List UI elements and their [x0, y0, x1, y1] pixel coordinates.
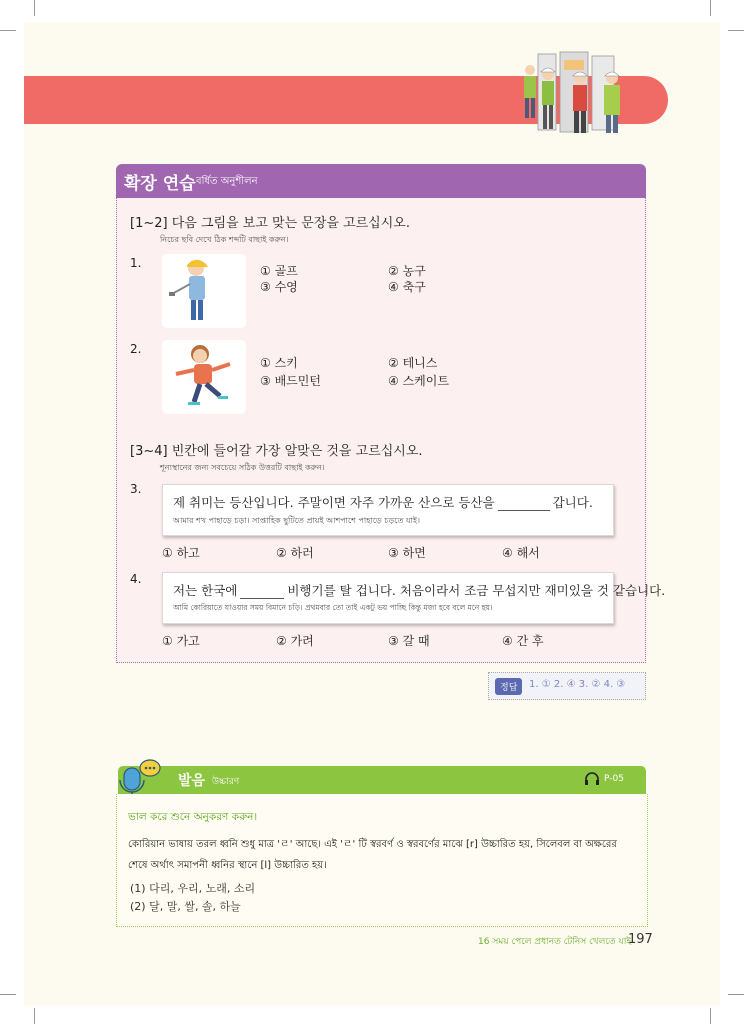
skater-picture [162, 340, 246, 414]
q3-sentence-box [162, 484, 614, 536]
example-2: (2) 달, 말, 쌀, 솔, 하늘 [130, 900, 241, 913]
crop-mark-bl-h [0, 994, 16, 995]
part2-instruction-bengali: শূন্যস্থানের জন্য সবচেয়ে সঠিক উত্তরটি বাছাই করুন। [160, 463, 325, 472]
q4-sentence [173, 581, 665, 599]
pronunciation-header [118, 766, 646, 794]
q3-blank[interactable] [498, 498, 550, 511]
golfer-picture [162, 254, 246, 328]
question-2-number: 2. [130, 342, 142, 356]
listen-instruction: ভাল করে শুনে অনুকরণ করুন। [128, 811, 258, 823]
q3-sentence [173, 493, 593, 511]
crop-mark-br-h [728, 994, 744, 995]
question-3-number: 3. [130, 482, 142, 496]
q1-option-2[interactable]: ② 농구 [388, 264, 426, 278]
q2-option-2[interactable]: ② 테니스 [388, 356, 438, 370]
q1-option-3[interactable]: ③ 수영 [260, 280, 298, 294]
q2-option-1[interactable]: ① 스키 [260, 356, 298, 370]
question-1-number: 1. [130, 256, 142, 270]
q3-option-2[interactable]: ② 하러 [276, 546, 314, 560]
q2-option-4[interactable]: ④ 스케이트 [388, 374, 449, 388]
q4-blank[interactable] [240, 586, 284, 599]
extension-practice-header [116, 164, 646, 198]
crop-mark-bl-v [34, 1008, 35, 1024]
pronunciation-explanation: কোরিয়ান ভাষায় তরল ধ্বনি শুধু মাত্র 'ㄹ' আছে। এই 'ㄹ' টি স্বরবর্ণ ও স্বরবর্ণের মাঝে [r] উচ্চারিত হয়, সিলেবল বা অক্ষরের শেষে অর্থাৎ সমাপনী ধ্বনির স্থানে [l] উচ্চারিত হয়। [128, 839, 617, 871]
q3-sentence-after: 갑니다. [552, 495, 593, 510]
q4-sentence-before: 저는 한국에 [173, 583, 238, 598]
crop-mark-tl-v [34, 0, 35, 16]
q3-option-3[interactable]: ③ 하면 [388, 546, 426, 560]
section-title-bengali: বর্ধিত অনুশীলন [196, 176, 258, 187]
q1-option-4[interactable]: ④ 축구 [388, 280, 426, 294]
q3-option-1[interactable]: ① 하고 [162, 546, 200, 560]
audio-track-code[interactable]: P-05 [604, 774, 624, 784]
unit-footer: 16 সময় পেলে প্রধানত টেনিস খেলতে যাই [478, 937, 632, 947]
skater-icon [162, 340, 246, 414]
pronunciation-title-korean: 발음 [178, 773, 206, 789]
crop-mark-tl-h [0, 30, 16, 31]
microphone-icon [114, 756, 162, 798]
workers-illustration [516, 48, 634, 138]
q2-option-3[interactable]: ③ 배드민턴 [260, 374, 321, 388]
q4-option-4[interactable]: ④ 간 후 [502, 634, 544, 648]
answer-tag: 정답 [495, 678, 522, 695]
q4-sentence-after: 비행기를 탈 겁니다. 처음이라서 조금 무섭지만 재미있을 것 같습니다. [287, 583, 666, 598]
q4-option-3[interactable]: ③ 갈 때 [388, 634, 430, 648]
q3-option-4[interactable]: ④ 해서 [502, 546, 540, 560]
q4-sentence-box [162, 572, 666, 624]
section-title-korean: 확장 연습 [124, 174, 196, 194]
q4-sentence-bengali: আমি কোরিয়াতে যাওয়ার সময় বিমানে চড়ি। প্রথমবার তো তাই একটু ভয় পাচ্ছি কিন্তু মজা হবে বলে মনে হয়। [173, 603, 493, 612]
crop-mark-tr-h [728, 30, 744, 31]
part1-instruction-bengali: নিচের ছবি দেখে ঠিক শব্দটি বাছাই করুন। [160, 235, 289, 244]
pronunciation-title-bengali: উচ্চারণ [212, 777, 240, 787]
part1-instruction: [1~2] 다음 그림을 보고 맞는 문장을 고르십시오. [130, 216, 410, 231]
headphones-icon [584, 772, 600, 786]
crop-mark-tr-v [710, 0, 711, 16]
q3-sentence-before: 제 취미는 등산입니다. 주말이면 자주 가까운 산으로 등산을 [173, 495, 495, 510]
q4-option-2[interactable]: ② 가려 [276, 634, 314, 648]
page-number: 197 [628, 932, 653, 947]
answer-list: 1. ① 2. ④ 3. ② 4. ③ [529, 679, 626, 690]
q1-option-1[interactable]: ① 골프 [260, 264, 298, 278]
golfer-icon [162, 254, 246, 328]
question-4-number: 4. [130, 572, 142, 586]
q3-sentence-bengali: আমার শখ পাহাড়ে চড়া। সাপ্তাহিক ছুটিতে প্রায়ই আশপাশে পাহাড়ে চড়তে যাই। [173, 516, 420, 525]
crop-mark-br-v [710, 1008, 711, 1024]
answer-key [488, 672, 646, 700]
example-1: (1) 다리, 우리, 노래, 소리 [130, 882, 256, 895]
q4-option-1[interactable]: ① 가고 [162, 634, 200, 648]
part2-instruction: [3~4] 빈칸에 들어갈 가장 알맞은 것을 고르십시오. [130, 444, 423, 459]
